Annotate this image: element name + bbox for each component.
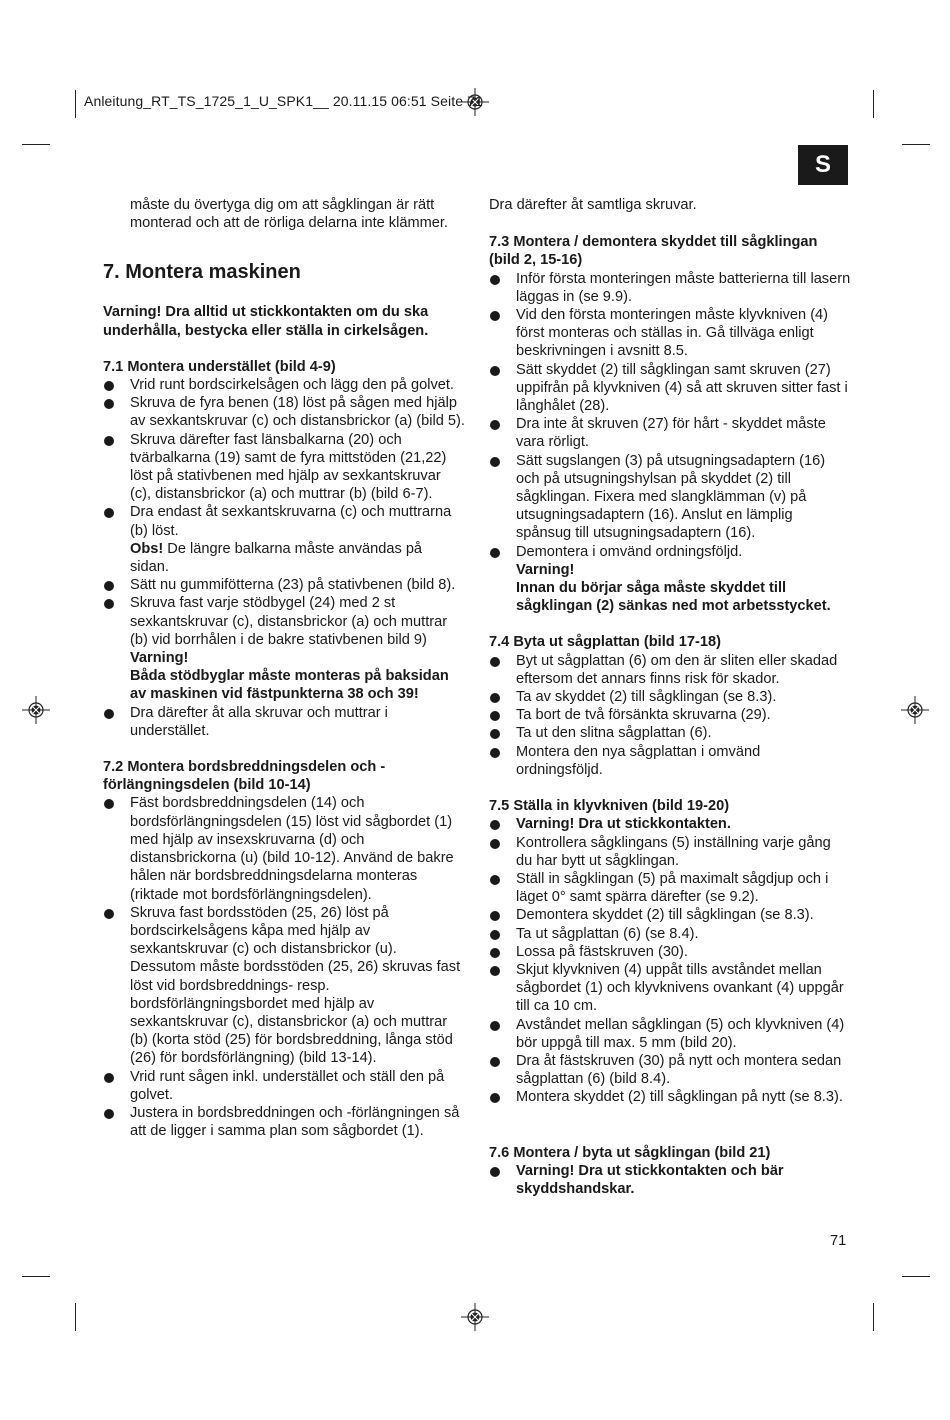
list-item: Dra endast åt sexkantskruvarna (c) och muttrarna (b) löst. [103, 503, 465, 539]
list-item: Skruva fast bordsstöden (25, 26) löst på bordscirkelsågens kåpa med hjälp av sexkantskruvar (c) och distansbrickor (u). Dessutom måste bordsstöden (25, 26) skruvas fast löst vid bordsbreddnings- resp. bordsförlängningsbordet med hjälp av sexkantskruvar (c), distansbrickor (a) och muttrar (b) (korta stöd (25) för bordsbreddning, långa stöd (26) för bordsförlängning) (bild 13-14). [103, 904, 465, 1068]
list-item: Vrid runt bordscirkelsågen och lägg den på golvet. [103, 376, 465, 394]
crop-mark [22, 144, 50, 145]
list-7-2 [103, 794, 465, 1140]
list-item: Dra inte åt skruven (27) för hårt - skyddet måste vara rörligt. [489, 415, 851, 451]
list-item: Kontrollera sågklingans (5) inställning varje gång du har bytt ut sågklingan. [489, 834, 851, 870]
warning-label: Varning! [516, 561, 575, 578]
subsection-title-7-5: 7.5 Ställa in klyvkniven (bild 19-20) [489, 798, 730, 815]
list-item: Ställ in sågklingan (5) på maximalt sågdjup och i läget 0° samt spärra därefter (se 9.2). [489, 870, 851, 906]
list-item: Skruva därefter fast länsbalkarna (20) och tvärbalkarna (19) samt de fyra mittstöden (21,22) löst på stativbenen med hjälp av sexkantskruvar (c), distansbrickor (a) och muttrar (b) (bild 6-7). [103, 431, 465, 504]
list-item: Fäst bordsbreddningsdelen (14) och bordsförlängningsdelen (15) löst vid sågbordet (1) med hjälp av insexskruvarna (d) och distansbrickorna (u) (bild 10-12). Använd de bakre hålen när bordsbreddningsdelarna monteras (riktade mot bordsförlängningsdelen). [103, 794, 465, 903]
warning-label: Varning! [130, 650, 189, 667]
registration-mark-icon [461, 1303, 489, 1331]
list-item: Vid den första monteringen måste klyvkniven (4) först monteras och ställas in. Gå tillväga enligt beskrivningen i avsnitt 8.5. [489, 306, 851, 361]
list-item: Skruva de fyra benen (18) löst på sågen med hjälp av sexkantskruvar (c) och distansbrickor (a) (bild 5). [103, 394, 465, 430]
registration-mark-icon [22, 696, 50, 724]
list-item: Dra därefter åt alla skruvar och muttrar i understället. [103, 704, 465, 740]
intro-text: måste du övertyga dig om att sågklingan är rätt monterad och att de rörliga delarna inte klämmer. [130, 197, 448, 232]
crop-mark [75, 90, 76, 118]
crop-mark [902, 144, 930, 145]
right-column [489, 196, 851, 1198]
subsection-title-7-4: 7.4 Byta ut sågplattan (bild 17-18) [489, 634, 721, 651]
list-7-6 [489, 1162, 851, 1198]
page-number: 71 [830, 1233, 847, 1249]
section-title: 7. Montera maskinen [103, 261, 301, 284]
warning-item: Varning! Dra ut stickkontakten. [489, 815, 851, 833]
crop-mark [902, 1276, 930, 1277]
list-item: Vrid runt sågen inkl. understället och ställ den på golvet. [103, 1068, 465, 1104]
note-label: Obs! [130, 540, 164, 557]
print-header: Anleitung_RT_TS_1725_1_U_SPK1__ 20.11.15 06:51 Seite 71 [84, 93, 483, 109]
list-item: Ta ut sågplattan (6) (se 8.4). [489, 925, 851, 943]
list-item: Lossa på fästskruven (30). [489, 943, 851, 961]
warning-item: Varning! Dra ut stickkontakten och bär skyddshandskar. [489, 1162, 851, 1198]
intro-text: Dra därefter åt samtliga skruvar. [489, 197, 697, 213]
list-item: Ta ut den slitna sågplattan (6). [489, 724, 851, 742]
list-7-4 [489, 652, 851, 779]
subsection-title-7-3: 7.3 Montera / demontera skyddet till sågklingan (bild 2, 15-16) [489, 234, 818, 269]
list-item: Dra åt fästskruven (30) på nytt och montera sedan sågplattan (6) (bild 8.4). [489, 1052, 851, 1088]
left-column [103, 196, 465, 1140]
list-item: Skruva fast varje stödbygel (24) med 2 st sexkantskruvar (c), distansbrickor (a) och muttrar (b) vid borrhålen i de bakre stativbenen bild 9) [103, 594, 465, 649]
language-tab: S [798, 145, 848, 185]
list-item: Sätt sugslangen (3) på utsugningsadaptern (16) och på utsugningshylsan på skyddet (2) till sågklingan. Fixera med slangklämman (v) på utsugningsadaptern (16). Anslut en lämplig spånsug till utsugningsadaptern (16). [489, 452, 851, 543]
list-item: Byt ut sågplattan (6) om den är sliten eller skadad eftersom det annars finns risk för skador. [489, 652, 851, 688]
crop-mark [873, 90, 874, 118]
list-item: Justera in bordsbreddningen och -förlängningen så att de ligger i samma plan som sågbordet (1). [103, 1104, 465, 1140]
note-text: De längre balkarna måste användas på sidan. [130, 540, 423, 576]
registration-mark-icon [901, 696, 929, 724]
list-item: Montera skyddet (2) till sågklingan på nytt (se 8.3). [489, 1088, 851, 1106]
subsection-title-7-2: 7.2 Montera bordsbreddningsdelen och - förlängningsdelen (bild 10-14) [103, 759, 386, 794]
list-item: Ta bort de två försänkta skruvarna (29). [489, 706, 851, 724]
list-item: Ta av skyddet (2) till sågklingan (se 8.3). [489, 688, 851, 706]
list-7-3 [489, 270, 851, 616]
list-item: Skjut klyvkniven (4) uppåt tills avståndet mellan sågbordet (1) och klyvknivens ovankant (4) uppgår till ca 10 cm. [489, 961, 851, 1016]
list-item: Demontera skyddet (2) till sågklingan (se 8.3). [489, 906, 851, 924]
subsection-title-7-6: 7.6 Montera / byta ut sågklingan (bild 21) [489, 1144, 771, 1161]
crop-mark [75, 1303, 76, 1331]
warning-text: Innan du börjar såga måste skyddet till sågklingan (2) sänkas ned mot arbetsstycket. [516, 580, 831, 615]
list-item: Sätt skyddet (2) till sågklingan samt skruven (27) uppifrån på klyvkniven (4) så att skruven sitter fast i långhålet (28). [489, 361, 851, 416]
warning-text: Varning! Dra alltid ut stickkontakten om du ska underhålla, bestycka eller ställa in cirkelsågen. [103, 304, 429, 339]
note-item [103, 540, 465, 576]
list-item: Inför första monteringen måste batterierna till lasern läggas in (se 9.9). [489, 270, 851, 306]
subsection-title-7-1: 7.1 Montera understället (bild 4-9) [103, 358, 336, 375]
list-item: Demontera i omvänd ordningsföljd. [489, 543, 851, 561]
list-item: Sätt nu gummifötterna (23) på stativbenen (bild 8). [103, 576, 465, 594]
warning-text: Båda stödbyglar måste monteras på baksidan av maskinen vid fästpunkterna 38 och 39! [130, 668, 449, 703]
list-item: Avståndet mellan sågklingan (5) och klyvkniven (4) bör uppgå till max. 5 mm (bild 20). [489, 1016, 851, 1052]
crop-mark [22, 1276, 50, 1277]
list-7-1 [103, 376, 465, 740]
crop-mark [873, 1303, 874, 1331]
list-item: Montera den nya sågplattan i omvänd ordningsföljd. [489, 743, 851, 779]
list-7-5 [489, 815, 851, 1106]
